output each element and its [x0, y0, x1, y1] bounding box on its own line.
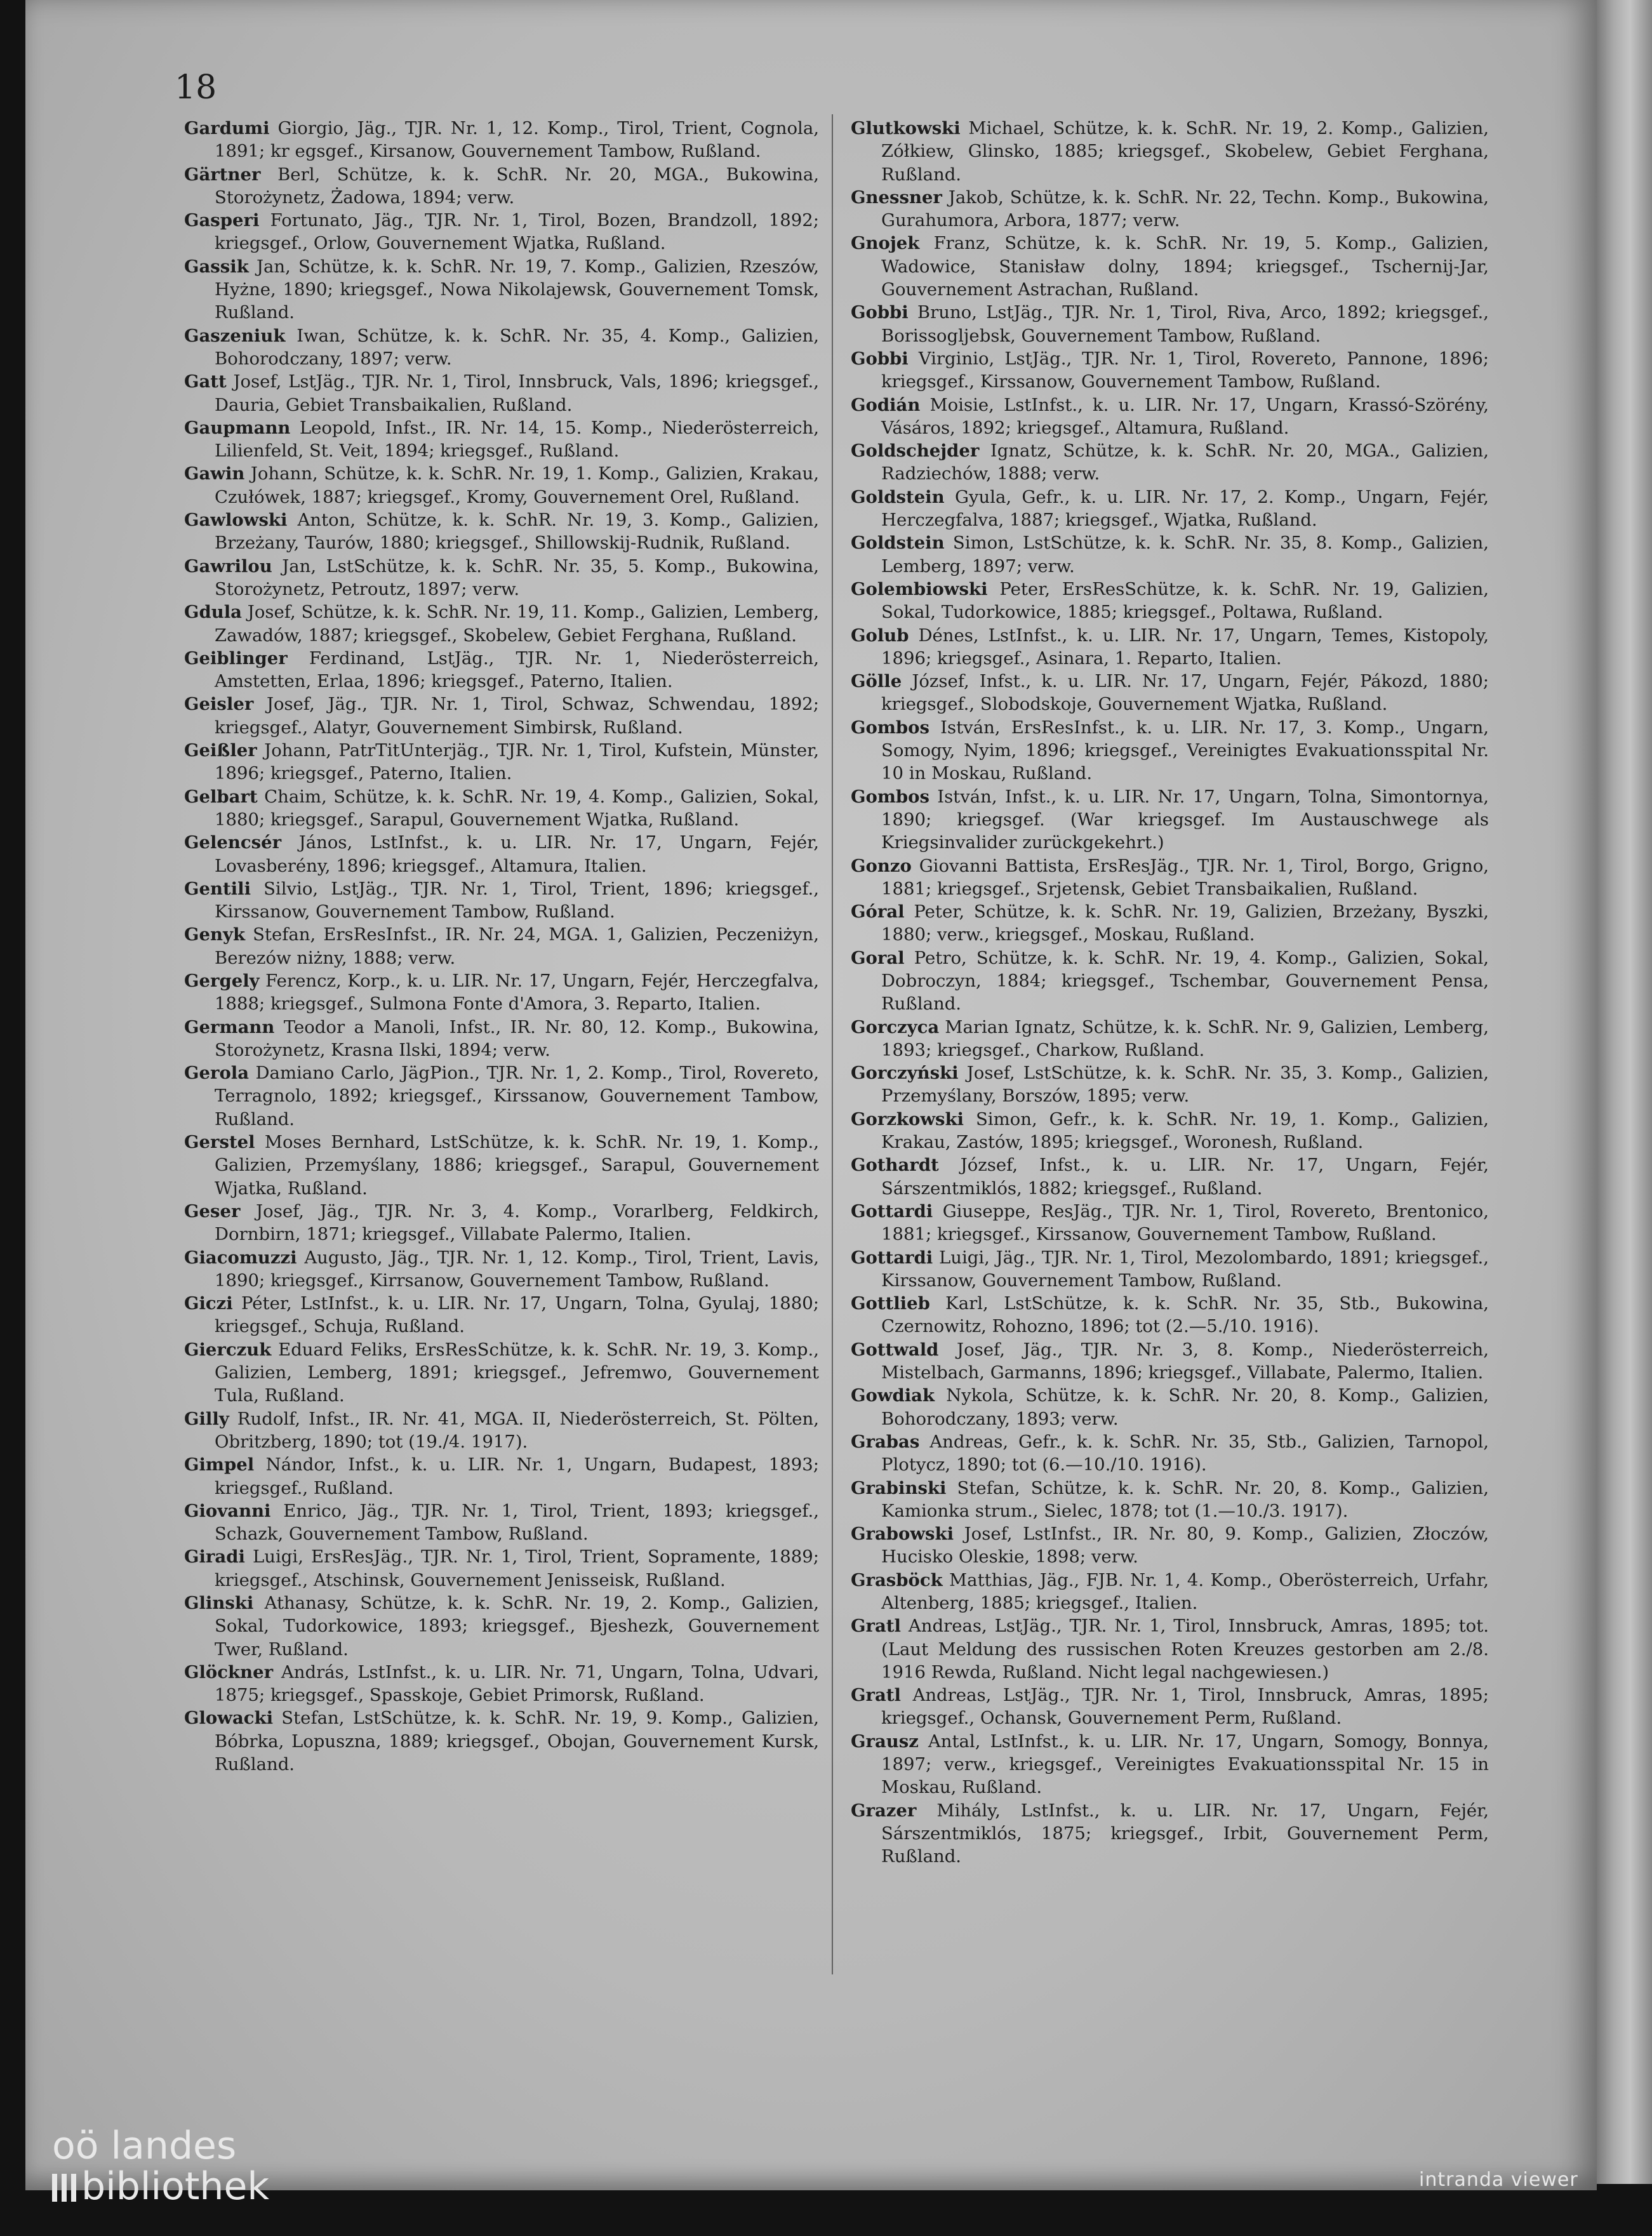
list-entry: [184, 1500, 819, 1546]
list-entry: [851, 394, 1489, 440]
left-column: [184, 117, 819, 1776]
list-entry: [184, 462, 819, 509]
list-entry: [851, 347, 1489, 394]
entry-surname: Gobbi: [851, 302, 909, 323]
entry-details: Moses Bernhard, LstSchütze, k. k. SchR. Nr. 19, 1. Komp., Galizien, Przemyślany, 1886; kriegsgef., Sarapul, Gouvernement Wjatka, Rußland.: [215, 1132, 819, 1199]
entry-surname: Grabowski: [851, 1524, 954, 1545]
list-entry: [851, 232, 1489, 301]
entry-surname: Gratl: [851, 1685, 901, 1706]
entry-surname: Gnessner: [851, 187, 942, 208]
entry-surname: Gentili: [184, 878, 251, 899]
entry-surname: Geiblinger: [184, 648, 288, 669]
list-entry: [184, 1338, 819, 1407]
logo-text-line2: bibliothek: [81, 2164, 270, 2209]
list-entry: [184, 209, 819, 255]
entry-surname: Gergely: [184, 970, 260, 991]
entry-details: Leopold, Infst., IR. Nr. 14, 15. Komp., Niederösterreich, Lilienfeld, St. Veit, 1894; kriegsgef., Rußland.: [215, 417, 819, 462]
entry-details: István, Infst., k. u. LIR. Nr. 17, Ungarn, Tolna, Simontornya, 1890; kriegsgef. (War kriegsgef. Im Austauschwege als Kriegsinvalider zurückgekehrt.): [881, 786, 1489, 853]
entry-surname: Gorczyca: [851, 1016, 940, 1037]
entry-details: Josef, Jäg., TJR. Nr. 3, 4. Komp., Vorarlberg, Feldkirch, Dornbirn, 1871; kriegsgef., Villabate Palermo, Italien.: [215, 1201, 819, 1245]
entry-details: Franz, Schütze, k. k. SchR. Nr. 19, 5. Komp., Galizien, Wadowice, Stanisław dolny, 1894; kriegsgef., Tschernij-Jar, Gouvernement Astrachan, Rußland.: [881, 233, 1489, 300]
entry-details: Karl, LstSchütze, k. k. SchR. Nr. 35, Stb., Bukowina, Czernowitz, Rohozno, 1896; tot (2.—5./10. 1916).: [881, 1293, 1489, 1337]
list-entry: [851, 117, 1489, 186]
entry-details: Stefan, Schütze, k. k. SchR. Nr. 20, 8. Komp., Galizien, Kamionka strum., Sielec, 1878; tot (1.—10./3. 1917).: [881, 1477, 1489, 1521]
list-entry: [184, 1016, 819, 1062]
list-entry: [184, 923, 819, 969]
scanned-page: [25, 0, 1597, 2190]
entry-surname: Goral: [851, 947, 905, 968]
entry-surname: Gowdiak: [851, 1385, 935, 1406]
entry-surname: Gdula: [184, 602, 242, 623]
viewer-brand-label: intranda viewer: [1419, 2169, 1578, 2191]
entry-details: Luigi, ErsResJäg., TJR. Nr. 1, Tirol, Trient, Sopramente, 1889; kriegsgef., Atschinsk, Gouvernement Jenisseisk, Rußland.: [215, 1547, 820, 1590]
list-entry: [184, 647, 819, 693]
entry-details: János, LstInfst., k. u. LIR. Nr. 17, Ungarn, Fejér, Lovasberény, 1896; kriegsgef., Altamura, Italien.: [215, 832, 819, 876]
entry-surname: Golub: [851, 625, 909, 646]
entry-details: Nándor, Infst., k. u. LIR. Nr. 1, Ungarn, Budapest, 1893; kriegsgef., Rußland.: [215, 1454, 819, 1498]
list-entry: [184, 163, 819, 210]
list-entry: [851, 1200, 1489, 1246]
entry-details: Johann, Schütze, k. k. SchR. Nr. 19, 1. Komp., Galizien, Krakau, Czułówek, 1887; kriegsgef., Kromy, Gouvernement Orel, Rußland.: [215, 463, 819, 507]
page-number: 18: [175, 69, 217, 107]
entry-surname: Góral: [851, 902, 905, 922]
list-entry: [851, 1384, 1489, 1430]
entry-surname: Gärtner: [184, 164, 261, 185]
entry-surname: Gombos: [851, 717, 929, 738]
logo-text-line1: oö landes: [52, 2124, 237, 2168]
entry-details: Giuseppe, ResJäg., TJR. Nr. 1, Tirol, Rovereto, Brentonico, 1881; kriegsgef., Kirssanow, Gouvernement Tambow, Rußland.: [881, 1201, 1489, 1245]
list-entry: [184, 1292, 819, 1338]
list-entry: [851, 855, 1489, 901]
entry-surname: Gelbart: [184, 786, 258, 807]
entry-details: Josef, Jäg., TJR. Nr. 1, Tirol, Schwaz, Schwendau, 1892; kriegsgef., Alatyr, Gouvernement Simbirsk, Rußland.: [215, 694, 819, 738]
list-entry: [184, 509, 819, 555]
list-entry: [851, 1154, 1489, 1200]
list-entry: [851, 1246, 1489, 1293]
entry-details: Ignatz, Schütze, k. k. SchR. Nr. 20, MGA., Galizien, Radziechów, 1888; verw.: [881, 441, 1489, 484]
entry-surname: Grazer: [851, 1800, 917, 1821]
entry-details: József, Infst., k. u. LIR. Nr. 17, Ungarn, Fejér, Sárszentmiklós, 1882; kriegsgef., Rußland.: [881, 1155, 1489, 1199]
entry-surname: Gelencsér: [184, 832, 282, 853]
list-entry: [184, 693, 819, 739]
entry-details: Andreas, Gefr., k. k. SchR. Nr. 35, Stb., Galizien, Tarnopol, Plotycz, 1890; tot (6.—10./10. 1916).: [881, 1431, 1489, 1475]
entry-surname: Gaszeniuk: [184, 325, 286, 346]
entry-surname: Giovanni: [184, 1500, 271, 1521]
entry-details: Berl, Schütze, k. k. SchR. Nr. 20, MGA., Bukowina, Storożynetz, Żadowa, 1894; verw.: [215, 164, 819, 208]
list-entry: [184, 1407, 819, 1454]
list-entry: [184, 785, 819, 832]
list-entry: [851, 1799, 1489, 1868]
list-entry: [184, 324, 819, 371]
list-entry: [184, 1246, 819, 1293]
entry-surname: Gilly: [184, 1408, 229, 1429]
entry-surname: Goldstein: [851, 533, 945, 554]
entry-details: Jan, Schütze, k. k. SchR. Nr. 19, 7. Komp., Galizien, Rzeszów, Hyżne, 1890; kriegsgef., Nowa Nikolajewsk, Gouvernement Tomsk, Rußland.: [215, 256, 819, 323]
entry-details: Moisie, LstInfst., k. u. LIR. Nr. 17, Ungarn, Krassó-Szörény, Vásáros, 1892; kriegsgef., Altamura, Rußland.: [881, 394, 1489, 438]
list-entry: [851, 1061, 1489, 1108]
entry-details: Josef, LstJäg., TJR. Nr. 1, Tirol, Innsbruck, Vals, 1896; kriegsgef., Dauria, Gebiet Transbaikalien, Rußland.: [215, 371, 819, 415]
entry-details: Augusto, Jäg., TJR. Nr. 1, 12. Komp., Tirol, Trient, Lavis, 1890; kriegsgef., Kirrsanow, Gouvernement Tambow, Rußland.: [215, 1247, 819, 1291]
list-entry: [184, 969, 819, 1016]
list-entry: [184, 601, 819, 647]
entry-surname: Gawrilou: [184, 556, 272, 576]
entry-surname: Gawin: [184, 463, 245, 484]
list-entry: [184, 1545, 819, 1592]
entry-details: Teodor a Manoli, Infst., IR. Nr. 80, 12. Komp., Bukowina, Storożynetz, Krasna Ilski, 1894; verw.: [215, 1016, 819, 1060]
entry-surname: Grabas: [851, 1431, 920, 1452]
entry-details: Josef, Jäg., TJR. Nr. 3, 8. Komp., Niederösterreich, Mistelbach, Garmanns, 1896; kriegsgef., Villabate, Palermo, Italien.: [881, 1339, 1489, 1383]
entry-details: István, ErsResInfst., k. u. LIR. Nr. 17, 3. Komp., Ungarn, Somogy, Nyim, 1896; kriegsgef., Vereinigtes Evakuationsspital Nr. 10 in Moskau, Rußland.: [881, 717, 1489, 784]
list-entry: [851, 439, 1489, 486]
entry-surname: Goldstein: [851, 486, 945, 507]
entry-surname: Gombos: [851, 786, 929, 807]
entry-surname: Golembiowski: [851, 578, 988, 599]
entry-surname: Giczi: [184, 1293, 233, 1314]
list-entry: [851, 486, 1489, 532]
list-entry: [851, 1569, 1489, 1615]
entry-surname: Giacomuzzi: [184, 1247, 297, 1268]
entry-surname: Gerstel: [184, 1132, 255, 1153]
entry-details: Peter, Schütze, k. k. SchR. Nr. 19, Galizien, Brzeżany, Byszki, 1880; verw., kriegsgef., Moskau, Rußland.: [881, 902, 1489, 945]
entry-surname: Gottlieb: [851, 1293, 930, 1314]
entry-details: Petro, Schütze, k. k. SchR. Nr. 19, 4. Komp., Galizien, Sokal, Dobroczyn, 1884; kriegsgef., Tschembar, Gouvernement Pensa, Rußland.: [881, 947, 1489, 1015]
entry-details: Rudolf, Infst., IR. Nr. 41, MGA. II, Niederösterreich, St. Pölten, Obritzberg, 1890; tot (19./4. 1917).: [215, 1408, 819, 1452]
list-entry: [184, 1592, 819, 1661]
entry-surname: Giradi: [184, 1547, 245, 1567]
entry-surname: Gölle: [851, 671, 902, 692]
entry-surname: Glöckner: [184, 1661, 274, 1682]
entry-surname: Goldschejder: [851, 441, 980, 462]
list-entry: [184, 831, 819, 877]
entry-details: Jakob, Schütze, k. k. SchR. Nr. 22, Techn. Komp., Bukowina, Gurahumora, Arbora, 1877; verw.: [881, 187, 1489, 231]
entry-details: Mihály, LstInfst., k. u. LIR. Nr. 17, Ungarn, Fejér, Sárszentmiklós, 1875; kriegsgef., Irbit, Gouvernement Perm, Rußland.: [881, 1800, 1489, 1867]
entry-details: Chaim, Schütze, k. k. SchR. Nr. 19, 4. Komp., Galizien, Sokal, 1880; kriegsgef., Sarapul, Gouvernement Wjatka, Rußland.: [215, 786, 819, 830]
entry-surname: Grabinski: [851, 1477, 947, 1498]
list-entry: [184, 117, 819, 163]
entry-details: Gyula, Gefr., k. u. LIR. Nr. 17, 2. Komp., Ungarn, Fejér, Herczegfalva, 1887; kriegsgef., Wjatka, Rußland.: [881, 486, 1489, 531]
entry-surname: Gimpel: [184, 1454, 255, 1475]
entry-details: Stefan, LstSchütze, k. k. SchR. Nr. 19, 9. Komp., Galizien, Bóbrka, Lopuszna, 1889; kriegsgef., Obojan, Gouvernement Kursk, Rußland.: [215, 1708, 820, 1775]
entry-surname: Gatt: [184, 371, 227, 392]
entry-details: Josef, Schütze, k. k. SchR. Nr. 19, 11. Komp., Galizien, Lemberg, Zawadów, 1887; kriegsgef., Skobelew, Gebiet Ferghana, Rußland.: [215, 602, 819, 646]
entry-surname: Gaupmann: [184, 417, 291, 438]
list-entry: [851, 947, 1489, 1016]
entry-details: Simon, LstSchütze, k. k. SchR. Nr. 35, 8. Komp., Galizien, Lemberg, 1897; verw.: [881, 533, 1489, 576]
entry-surname: Grausz: [851, 1731, 919, 1752]
entry-details: András, LstInfst., k. u. LIR. Nr. 71, Ungarn, Tolna, Udvari, 1875; kriegsgef., Spasskoje, Gebiet Primorsk, Rußland.: [215, 1661, 819, 1706]
entry-details: Fortunato, Jäg., TJR. Nr. 1, Tirol, Bozen, Brandzoll, 1892; kriegsgef., Orlow, Gouvernement Wjatka, Rußland.: [215, 210, 819, 254]
entry-surname: Gottardi: [851, 1247, 933, 1268]
list-entry: [184, 416, 819, 463]
entry-surname: Gawlowski: [184, 510, 288, 531]
entry-surname: Gierczuk: [184, 1339, 272, 1360]
list-entry: [851, 1430, 1489, 1477]
entry-details: Silvio, LstJäg., TJR. Nr. 1, Tirol, Trient, 1896; kriegsgef., Kirssanow, Gouvernement Tambow, Rußland.: [215, 878, 820, 922]
entry-details: Dénes, LstInfst., k. u. LIR. Nr. 17, Ungarn, Temes, Kistopoly, 1896; kriegsgef., Asinara, 1. Reparto, Italien.: [881, 625, 1489, 669]
list-entry: [851, 624, 1489, 670]
entry-details: Josef, LstSchütze, k. k. SchR. Nr. 35, 3. Komp., Galizien, Przemyślany, Borszów, 1895; verw.: [881, 1063, 1489, 1107]
entry-details: Damiano Carlo, JägPion., TJR. Nr. 1, 2. Komp., Tirol, Rovereto, Terragnolo, 1892; kriegsgef., Kirssanow, Gouvernement Tambow, Rußland.: [215, 1063, 819, 1129]
list-entry: [851, 531, 1489, 578]
entry-details: Josef, LstInfst., IR. Nr. 80, 9. Komp., Galizien, Złoczów, Hucisko Oleskie, 1898; verw.: [881, 1524, 1489, 1567]
entry-details: Simon, Gefr., k. k. SchR. Nr. 19, 1. Komp., Galizien, Krakau, Zastów, 1895; kriegsgef., Woronesh, Rußland.: [881, 1108, 1489, 1153]
list-entry: [184, 370, 819, 416]
entry-details: Marian Ignatz, Schütze, k. k. SchR. Nr. 9, Galizien, Lemberg, 1893; kriegsgef., Charkow, Rußland.: [881, 1016, 1489, 1060]
entry-surname: Gratl: [851, 1616, 901, 1637]
entry-surname: Glutkowski: [851, 118, 961, 138]
library-logo[interactable]: [52, 2126, 269, 2207]
entry-surname: Geisler: [184, 694, 254, 715]
entry-details: Luigi, Jäg., TJR. Nr. 1, Tirol, Mezolombardo, 1891; kriegsgef., Kirssanow, Gouvernement Tambow, Rußland.: [881, 1247, 1489, 1291]
entry-surname: Gottwald: [851, 1339, 939, 1360]
list-entry: [184, 255, 819, 324]
entry-surname: Glinski: [184, 1593, 254, 1613]
entry-surname: Gorczyński: [851, 1063, 959, 1084]
entry-surname: Gobbi: [851, 348, 909, 369]
list-entry: [184, 1707, 819, 1776]
entry-surname: Gassik: [184, 256, 249, 277]
entry-details: Michael, Schütze, k. k. SchR. Nr. 19, 2. Komp., Galizien, Zółkiew, Glinsko, 1885; kriegsgef., Skobelew, Gebiet Ferghana, Rußland.: [881, 118, 1489, 185]
column-divider: [832, 114, 833, 1974]
entry-surname: Gasperi: [184, 210, 260, 231]
entry-details: Antal, LstInfst., k. u. LIR. Nr. 17, Ungarn, Somogy, Bonnya, 1897; verw., kriegsgef., Vereinigtes Evakuationsspital Nr. 15 in Moskau, Rußland.: [881, 1731, 1489, 1798]
list-entry: [851, 1730, 1489, 1799]
entry-details: Stefan, ErsResInfst., IR. Nr. 24, MGA. 1, Galizien, Peczeniżyn, Berezów niżny, 1888; verw.: [215, 924, 819, 968]
entry-details: Johann, PatrTitUnterjäg., TJR. Nr. 1, Tirol, Kufstein, Münster, 1896; kriegsgef., Paterno, Italien.: [215, 740, 819, 784]
entry-surname: Gorzkowski: [851, 1108, 964, 1129]
entry-surname: Genyk: [184, 924, 246, 945]
entry-surname: Geser: [184, 1201, 241, 1221]
entry-surname: Germann: [184, 1016, 275, 1037]
entry-details: Anton, Schütze, k. k. SchR. Nr. 19, 3. Komp., Galizien, Brzeżany, Taurów, 1880; kriegsgef., Shillowskij-Rudnik, Rußland.: [215, 510, 820, 554]
entry-details: Athanasy, Schütze, k. k. SchR. Nr. 19, 2. Komp., Galizien, Sokal, Tudorkowice, 1893; kriegsgef., Bjeshezk, Gouvernement Twer, Rußland.: [215, 1593, 819, 1660]
entry-details: Nykola, Schütze, k. k. SchR. Nr. 20, 8. Komp., Galizien, Bohorodczany, 1893; verw.: [881, 1385, 1489, 1429]
list-entry: [851, 1522, 1489, 1569]
list-entry: [851, 900, 1489, 947]
entry-details: Peter, ErsResSchütze, k. k. SchR. Nr. 19, Galizien, Sokal, Tudorkowice, 1885; kriegsgef., Poltawa, Rußland.: [881, 578, 1489, 623]
list-entry: [184, 1661, 819, 1707]
entry-surname: Gerola: [184, 1063, 250, 1084]
list-entry: [851, 1614, 1489, 1684]
right-column: [851, 117, 1489, 1868]
list-entry: [851, 670, 1489, 716]
list-entry: [851, 1292, 1489, 1338]
list-entry: [851, 716, 1489, 785]
entry-details: Eduard Feliks, ErsResSchütze, k. k. SchR. Nr. 19, 3. Komp., Galizien, Lemberg, 1891; kriegsgef., Jefremwo, Gouvernement Tula, Rußland.: [215, 1339, 819, 1406]
list-entry: [851, 1684, 1489, 1730]
list-entry: [184, 1453, 819, 1500]
entry-surname: Gnojek: [851, 233, 920, 254]
entry-surname: Grasböck: [851, 1569, 943, 1590]
list-entry: [184, 739, 819, 785]
entry-surname: Gothardt: [851, 1155, 939, 1176]
entry-details: Andreas, LstJäg., TJR. Nr. 1, Tirol, Innsbruck, Amras, 1895; tot. (Laut Meldung des russischen Roten Kreuzes gestorben am 2./8. 1916 Rewda, Rußland. Nicht legal nachgewiesen.): [881, 1616, 1489, 1682]
list-entry: [851, 1477, 1489, 1523]
adjacent-page-edge: [1597, 0, 1652, 2184]
entry-surname: Gonzo: [851, 855, 912, 876]
list-entry: [184, 1131, 819, 1200]
entry-details: Péter, LstInfst., k. u. LIR. Nr. 17, Ungarn, Tolna, Gyulaj, 1880; kriegsgef., Schuja, Rußland.: [215, 1293, 819, 1337]
list-entry: [851, 301, 1489, 347]
logo-bars-icon: [52, 2174, 76, 2202]
entry-surname: Gottardi: [851, 1201, 933, 1221]
entry-details: Giovanni Battista, ErsResJäg., TJR. Nr. 1, Tirol, Borgo, Grigno, 1881; kriegsgef., Srjetensk, Gebiet Transbaikalien, Rußland.: [881, 855, 1489, 899]
entry-details: Bruno, LstJäg., TJR. Nr. 1, Tirol, Riva, Arco, 1892; kriegsgef., Borissogljebsk, Gouvernement Tambow, Rußland.: [881, 302, 1489, 346]
list-entry: [184, 555, 819, 601]
list-entry: [851, 186, 1489, 232]
entry-surname: Godián: [851, 394, 921, 415]
entry-details: Enrico, Jäg., TJR. Nr. 1, Tirol, Trient, 1893; kriegsgef., Schazk, Gouvernement Tambow, Rußland.: [215, 1500, 819, 1545]
entry-details: Matthias, Jäg., FJB. Nr. 1, 4. Komp., Oberösterreich, Urfahr, Altenberg, 1885; kriegsgef., Italien.: [881, 1569, 1489, 1613]
entry-details: Giorgio, Jäg., TJR. Nr. 1, 12. Komp., Tirol, Trient, Cognola, 1891; kr egsgef., Kirsanow, Gouvernement Tambow, Rußland.: [215, 118, 819, 162]
entry-details: Virginio, LstJäg., TJR. Nr. 1, Tirol, Rovereto, Pannone, 1896; kriegsgef., Kirssanow, Gouvernement Tambow, Rußland.: [881, 348, 1489, 392]
entry-surname: Geißler: [184, 740, 257, 761]
list-entry: [851, 1108, 1489, 1154]
list-entry: [851, 785, 1489, 855]
list-entry: [851, 1338, 1489, 1385]
list-entry: [184, 877, 819, 924]
entry-details: Jan, LstSchütze, k. k. SchR. Nr. 35, 5. Komp., Bukowina, Storożynetz, Petroutz, 1897; verw.: [215, 556, 819, 599]
entry-surname: Glowacki: [184, 1708, 274, 1729]
entry-details: Andreas, LstJäg., TJR. Nr. 1, Tirol, Innsbruck, Amras, 1895; kriegsgef., Ochansk, Gouvernement Perm, Rußland.: [881, 1685, 1489, 1729]
list-entry: [184, 1061, 819, 1131]
entry-surname: Gardumi: [184, 118, 270, 138]
entry-details: József, Infst., k. u. LIR. Nr. 17, Ungarn, Fejér, Pákozd, 1880; kriegsgef., Slobodskoje, Gouvernement Wjatka, Rußland.: [881, 671, 1489, 715]
entry-details: Ferdinand, LstJäg., TJR. Nr. 1, Niederösterreich, Amstetten, Erlaa, 1896; kriegsgef., Paterno, Italien.: [215, 648, 820, 692]
list-entry: [851, 578, 1489, 624]
entry-details: Ferencz, Korp., k. u. LIR. Nr. 17, Ungarn, Fejér, Herczegfalva, 1888; kriegsgef., Sulmona Fonte d'Amora, 3. Reparto, Italien.: [215, 970, 819, 1015]
list-entry: [184, 1200, 819, 1246]
entry-details: Iwan, Schütze, k. k. SchR. Nr. 35, 4. Komp., Galizien, Bohorodczany, 1897; verw.: [215, 325, 819, 369]
list-entry: [851, 1016, 1489, 1062]
